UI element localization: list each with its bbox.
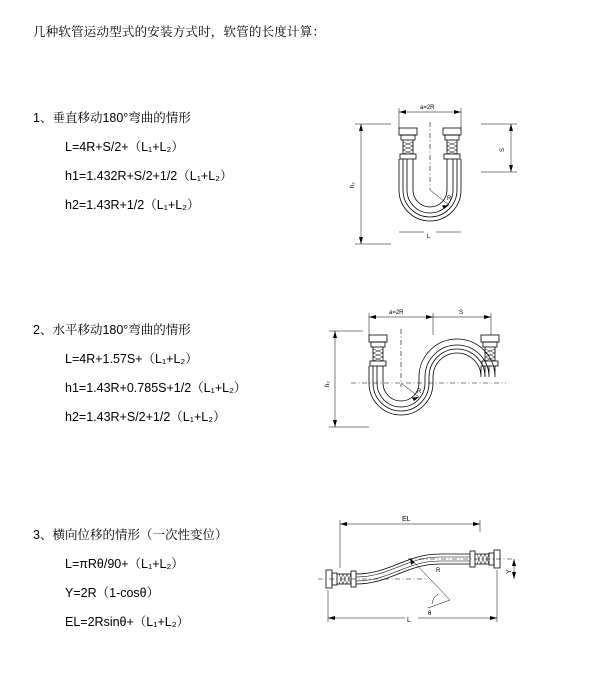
- label-h2-2: h₂: [325, 381, 331, 387]
- section-2-title: 2、水平移动180°弯曲的情形: [33, 323, 191, 337]
- label-r-2: R: [417, 389, 422, 395]
- label-y: Y: [506, 569, 513, 574]
- section-2-text: [33, 320, 293, 436]
- label-h2: h₂: [350, 182, 356, 188]
- section-1-text: [33, 108, 293, 224]
- section-1-formula-1: L=4R+S/2+（L₁+L₂）: [65, 140, 184, 154]
- section-1-figure: [321, 72, 536, 272]
- label-theta: θ: [428, 611, 432, 617]
- section-1-title: 1、垂直移动180°弯曲的情形: [33, 111, 191, 125]
- section-2: [33, 310, 573, 480]
- section-2-figure: [321, 287, 536, 467]
- label-s: S: [500, 147, 506, 152]
- label-a-2r-2: a=2R: [389, 310, 404, 316]
- label-l-3: L: [407, 617, 411, 624]
- section-1-formula-2: h1=1.432R+S/2+1/2（L₁+L₂）: [65, 169, 233, 183]
- lateral-offset-drawing: [298, 508, 533, 633]
- section-3-text: [33, 525, 293, 641]
- section-3-figure: [298, 508, 533, 633]
- section-2-formula-3: h2=1.43R+S/2+1/2（L₁+L₂）: [65, 410, 226, 424]
- section-3: [33, 516, 573, 655]
- section-3-formula-1: L=πRθ/90+（L₁+L₂）: [65, 557, 184, 571]
- label-r: R: [447, 196, 452, 202]
- section-2-formula-2: h1=1.43R+0.785S+1/2（L₁+L₂）: [65, 381, 247, 395]
- horizontal-180-bend-drawing: [321, 287, 536, 467]
- label-a-2r: a=2R: [420, 105, 435, 111]
- page-title: 几种软管运动型式的安装方式时，软管的长度计算：: [33, 25, 326, 39]
- section-2-formula-1: L=4R+1.57S+（L₁+L₂）: [65, 352, 198, 366]
- label-s-2: S: [459, 310, 464, 316]
- section-1: [33, 105, 573, 268]
- vertical-180-bend-drawing: [321, 72, 536, 272]
- section-3-title: 3、横向位移的情形（一次性变位）: [33, 528, 228, 542]
- label-r-3: R: [436, 568, 441, 574]
- section-1-formula-3: h2=1.43R+1/2（L₁+L₂）: [65, 198, 200, 212]
- label-l: L: [427, 234, 431, 240]
- section-3-formula-3: EL=2Rsinθ+（L₁+L₂）: [65, 615, 190, 629]
- section-3-formula-2: Y=2R（1-cosθ）: [65, 586, 160, 600]
- label-el: EL: [402, 516, 411, 523]
